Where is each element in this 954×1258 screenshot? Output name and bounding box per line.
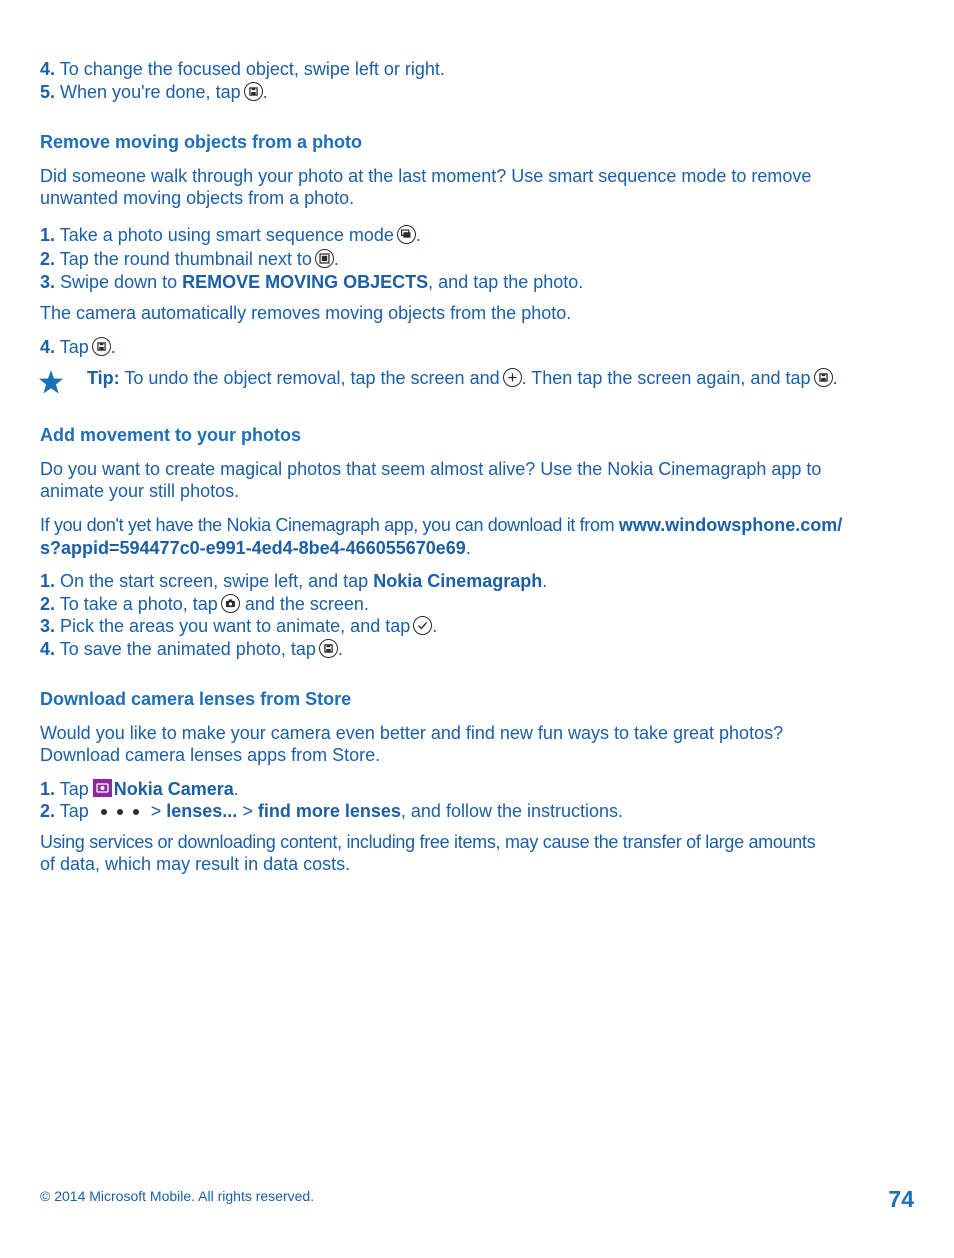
camera-icon <box>221 594 240 613</box>
store-link[interactable]: www.windowsphone.com/ <box>618 515 843 535</box>
movement-step-4: 4. To save the animated photo, tap . <box>40 639 343 659</box>
store-link-continued[interactable]: s?appid=594477c0-e991-4ed4-8be4-466055670e69 <box>40 538 466 558</box>
tip-undo: Tip: To undo the object removal, tap the screen and . Then tap the screen again, and tap . <box>87 368 838 388</box>
save-icon <box>244 82 263 101</box>
nokia-camera-label: Nokia Camera <box>113 779 234 799</box>
lenses-intro-line1: Would you like to make your camera even better and find new fun ways to take great photos? <box>40 723 784 743</box>
step-4-focus: 4. To change the focused object, swipe left or right. <box>40 59 445 79</box>
lenses-menu-label: lenses... <box>166 801 238 821</box>
remove-auto-text: The camera automatically removes moving objects from the photo. <box>40 303 572 323</box>
remove-step-1: 1. Take a photo using smart sequence mode . <box>40 225 421 245</box>
save-icon <box>92 337 111 356</box>
page-number: 74 <box>888 1186 914 1212</box>
data-cost-note-line1: Using services or downloading content, including free items, may cause the transfer of large amounts <box>40 832 816 852</box>
thumbnail-icon <box>315 249 334 268</box>
movement-download-line1: If you don't yet have the Nokia Cinemagraph app, you can download it from www.windowsphone.com/ <box>40 515 843 535</box>
lenses-step-1: 1. Tap Nokia Camera. <box>40 779 239 799</box>
step-5-done: 5. When you're done, tap . <box>40 82 268 102</box>
more-options-icon <box>99 808 141 816</box>
heading-download-lenses: Download camera lenses from Store <box>40 689 352 709</box>
movement-step-2: 2. To take a photo, tap and the screen. <box>40 594 369 614</box>
save-icon <box>814 368 833 387</box>
checkmark-icon <box>413 616 432 635</box>
movement-step-3: 3. Pick the areas you want to animate, and tap . <box>40 616 438 636</box>
movement-step-1: 1. On the start screen, swipe left, and tap Nokia Cinemagraph. <box>40 571 548 591</box>
remove-moving-objects-label: REMOVE MOVING OBJECTS <box>182 272 429 292</box>
heading-add-movement: Add movement to your photos <box>40 425 301 445</box>
lenses-intro-line2: Download camera lenses apps from Store. <box>40 745 381 765</box>
remove-intro-line1: Did someone walk through your photo at the last moment? Use smart sequence mode to remove <box>40 166 812 186</box>
heading-remove-moving-objects: Remove moving objects from a photo <box>40 132 363 152</box>
add-icon <box>503 368 522 387</box>
smart-sequence-icon <box>397 225 416 244</box>
tip-star-icon <box>38 369 64 395</box>
find-more-lenses-label: find more lenses <box>257 801 401 821</box>
data-cost-note-line2: of data, which may result in data costs. <box>40 854 351 874</box>
copyright-footer: © 2014 Microsoft Mobile. All rights reserved. <box>40 1188 315 1204</box>
nokia-camera-tile-icon <box>93 779 112 797</box>
lenses-step-2: 2. Tap > lenses... > find more lenses, and follow the instructions. <box>40 801 624 821</box>
remove-step-4: 4. Tap . <box>40 337 116 357</box>
remove-intro-line2: unwanted moving objects from a photo. <box>40 188 355 208</box>
movement-intro-line1: Do you want to create magical photos that seem almost alive? Use the Nokia Cinemagraph app to <box>40 459 822 479</box>
movement-download-line2: s?appid=594477c0-e991-4ed4-8be4-466055670e69. <box>40 538 471 558</box>
remove-step-2: 2. Tap the round thumbnail next to . <box>40 249 339 269</box>
remove-step-3: 3. Swipe down to REMOVE MOVING OBJECTS, and tap the photo. <box>40 272 584 292</box>
nokia-cinemagraph-label: Nokia Cinemagraph <box>373 571 543 591</box>
movement-intro-line2: animate your still photos. <box>40 481 240 501</box>
save-icon <box>319 639 338 658</box>
